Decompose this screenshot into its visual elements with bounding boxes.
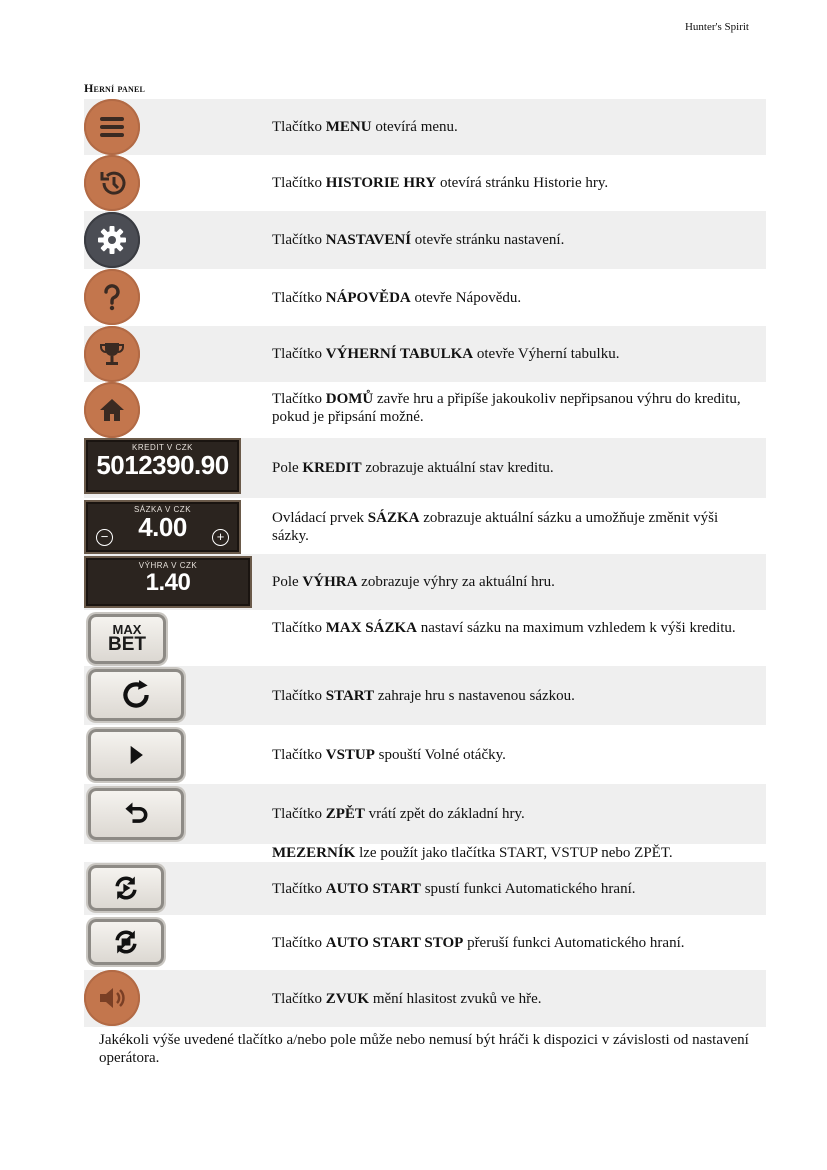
max-bet-top-text: MAX (112, 622, 142, 637)
availability-note: Jakékoli výše uvedené tlačítko a/nebo pole může nebo nemusí být hráči k dispozici v závislosti od nastavení operátora. (99, 1032, 749, 1066)
credit-value: 5012390.90 (96, 450, 229, 480)
row-description: Tlačítko HISTORIE HRY otevírá stránku Historie hry. (272, 175, 609, 191)
bet-decrease-button[interactable]: − (96, 529, 113, 546)
row-description: Tlačítko ZPĚT vrátí zpět do základní hry. (272, 806, 525, 822)
gear-icon (84, 212, 140, 268)
row-description: Ovládací prvek SÁZKA zobrazuje aktuální sázku a umožňuje změnit výši sázky. (272, 510, 719, 544)
win-value: 1.40 (145, 569, 191, 596)
table-row (84, 326, 766, 382)
credit-label: KREDIT V CZK (132, 443, 193, 452)
menu-icon (84, 99, 140, 155)
table-row (84, 155, 766, 211)
win-panel (84, 556, 252, 608)
table-row (84, 862, 766, 915)
bet-panel (84, 500, 241, 554)
section-heading: Herní panel (84, 81, 146, 95)
row-description: Tlačítko MAX SÁZKA nastaví sázku na maximum vzhledem k výši kreditu. (272, 620, 736, 636)
row-description: Pole VÝHRA zobrazuje výhry za aktuální hru. (272, 574, 555, 590)
table-row (84, 784, 766, 844)
row-description: Tlačítko VSTUP spouští Volné otáčky. (272, 746, 506, 763)
table-row (84, 382, 766, 438)
sound-icon (84, 970, 140, 1026)
row-description: Tlačítko START zahraje hru s nastavenou sázkou. (272, 687, 575, 704)
table-row (84, 498, 766, 554)
bet-label: SÁZKA V CZK (133, 505, 192, 514)
page-header-title: Hunter's Spirit (684, 21, 749, 33)
row-description: Tlačítko AUTO START spustí funkci Automatického hraní. (272, 880, 636, 897)
trophy-icon (84, 326, 140, 382)
spacebar-note: MEZERNÍK lze použít jako tlačítka START, VSTUP nebo ZPĚT. (272, 845, 673, 861)
row-description: Tlačítko DOMŮ zavře hru a připíše jakoukoliv nepřipsanou výhru do kreditu, pokud je připsání možné. (272, 391, 741, 425)
table-row (84, 269, 766, 326)
table-row (84, 438, 766, 498)
win-label: VÝHRA V CZK (138, 561, 198, 570)
bet-increase-button[interactable]: + (212, 529, 229, 546)
credit-panel (84, 438, 241, 494)
row-description: Tlačítko NÁPOVĚDA otevře Nápovědu. (272, 289, 522, 306)
row-description: Pole KREDIT zobrazuje aktuální stav kreditu. (272, 460, 554, 476)
table-row (84, 844, 766, 862)
back-icon (88, 788, 184, 840)
row-description: Tlačítko NASTAVENÍ otevře stránku nastavení. (272, 232, 565, 248)
max-bet-bottom-text: BET (108, 634, 146, 655)
row-description: Tlačítko VÝHERNÍ TABULKA otevře Výherní tabulku. (272, 346, 620, 362)
table-row (84, 554, 766, 610)
row-description: Tlačítko AUTO START STOP přeruší funkci Automatického hraní. (272, 934, 685, 951)
autostart-icon (88, 865, 164, 911)
table-row (84, 915, 766, 970)
home-icon (84, 382, 140, 438)
autostart-stop-icon (88, 919, 164, 965)
row-description: Tlačítko ZVUK mění hlasitost zvuků ve hře. (272, 990, 542, 1007)
table-row (84, 610, 766, 666)
table-row (84, 666, 766, 725)
game-panel-table (84, 99, 766, 1027)
table-row (84, 725, 766, 784)
bet-value: 4.00 (138, 512, 187, 542)
spin-icon (88, 669, 184, 721)
row-description: Tlačítko MENU otevírá menu. (272, 119, 458, 135)
play-icon (88, 729, 184, 781)
max-bet-icon (88, 614, 166, 664)
table-row (84, 970, 766, 1027)
table-row (84, 211, 766, 269)
history-icon (84, 155, 140, 211)
question-icon (84, 269, 140, 325)
table-row (84, 99, 766, 155)
